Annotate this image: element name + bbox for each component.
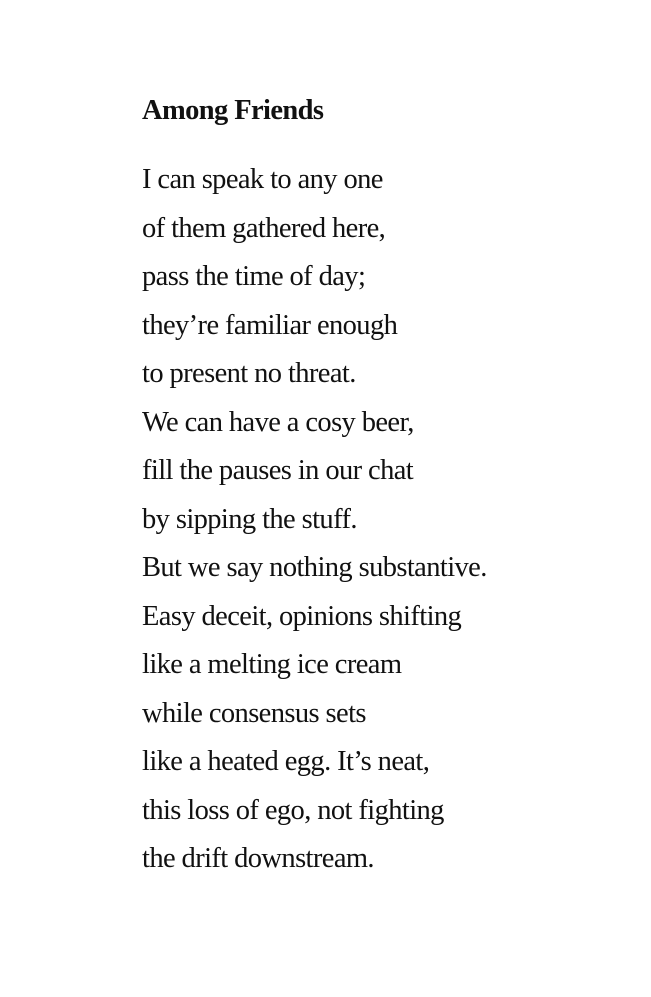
poem-line: But we say nothing substantive. (142, 552, 487, 583)
poem-line: the drift downstream. (142, 843, 374, 874)
poem-title: Among Friends (142, 95, 324, 126)
poem-line: to present no threat. (142, 358, 356, 389)
poem-line: I can speak to any one (142, 164, 383, 195)
poem-line: by sipping the stuff. (142, 503, 357, 535)
poem-lines (142, 156, 622, 884)
poem-line: like a melting ice cream (142, 649, 402, 680)
poem-line: of them gathered here, (142, 212, 386, 244)
poem-line: while consensus sets (142, 697, 366, 729)
poem-line: this loss of ego, not fighting (142, 794, 444, 826)
poem-line: Easy deceit, opinions shifting (142, 600, 462, 632)
poem-line: pass the time of day; (142, 261, 366, 292)
poem-line: like a heated egg. It’s neat, (142, 746, 430, 777)
poem-line: fill the pauses in our chat (142, 455, 414, 486)
poem (142, 94, 622, 884)
poem-line: We can have a cosy beer, (142, 406, 414, 438)
poem-line: they’re familiar enough (142, 309, 398, 341)
